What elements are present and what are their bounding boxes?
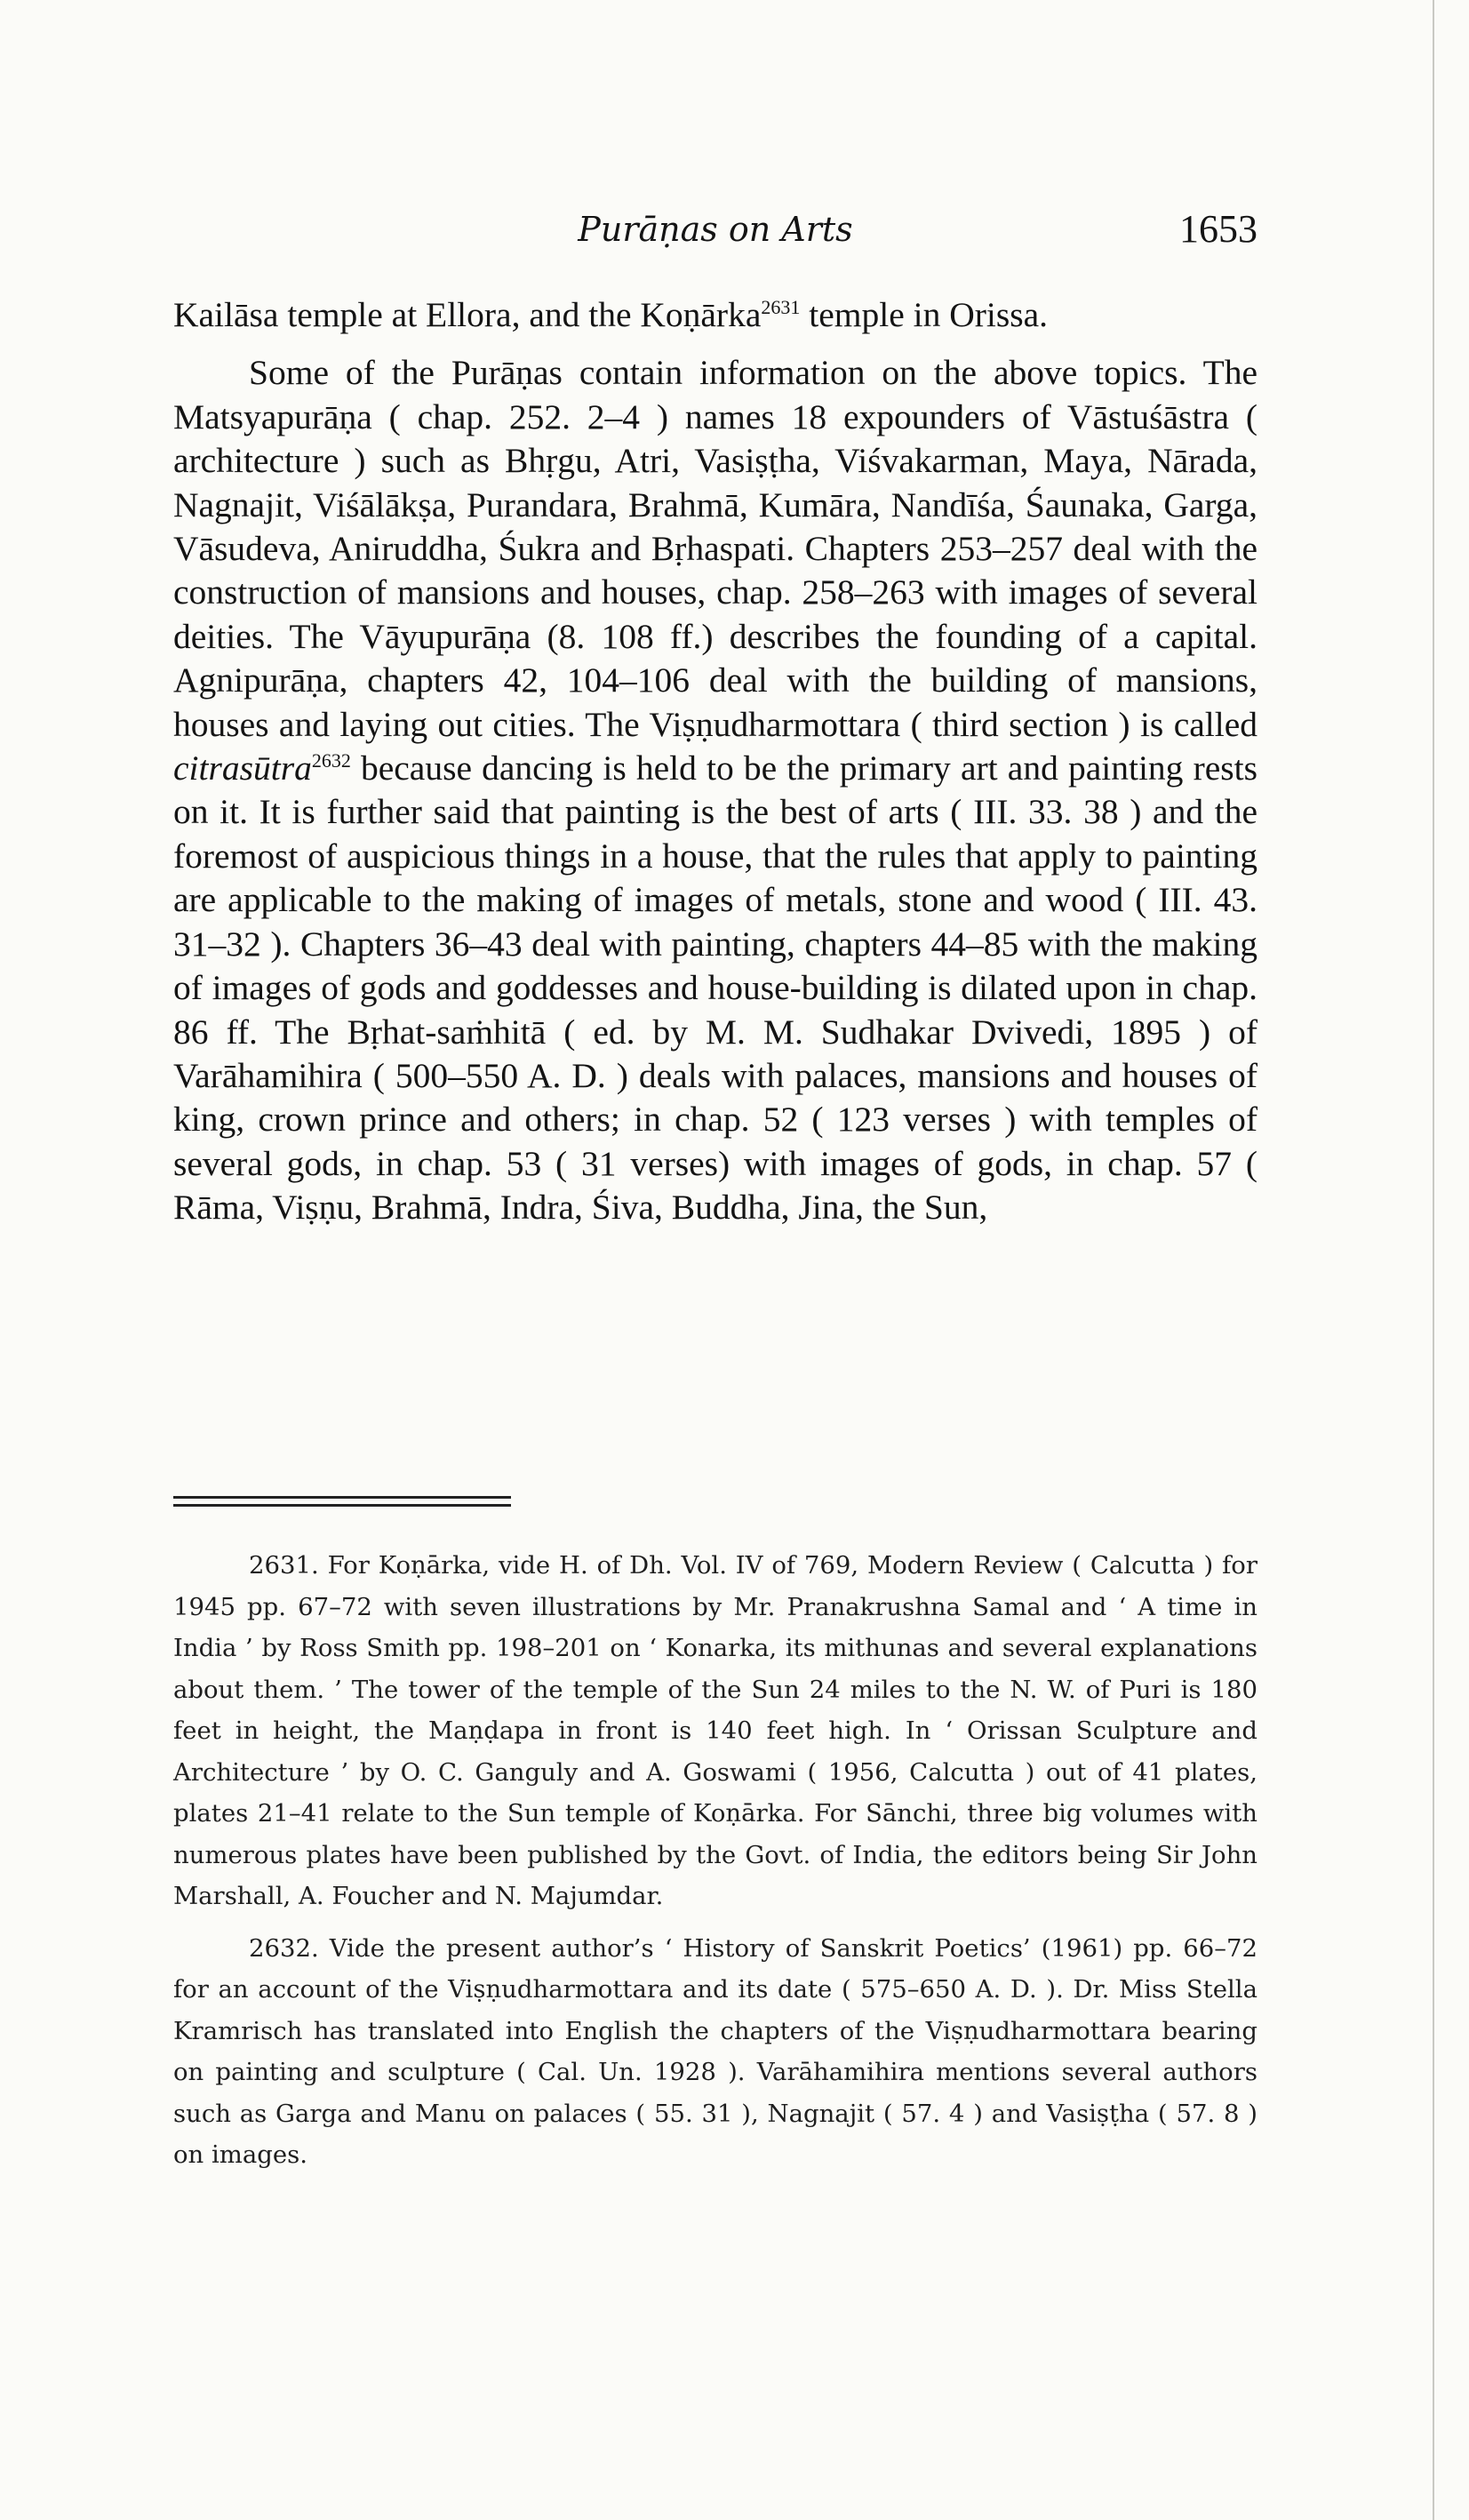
running-title: Purāṇas on Arts [578, 210, 853, 249]
footnote-ref-2631: 2631 [761, 295, 801, 318]
paragraph-1-text-b: temple in Orissa. [800, 295, 1049, 334]
footnotes [173, 1545, 1257, 2176]
page-number: 1653 [1179, 207, 1257, 251]
footnote-rule-bottom [173, 1504, 511, 1507]
italic-term: citrasūtra [173, 748, 312, 788]
paragraph-1-text-a: Kailāsa temple at Ellora, and the Koṇārka [173, 295, 762, 334]
main-text [173, 293, 1257, 1230]
paragraph-2 [173, 351, 1257, 1229]
footnote-rule-top [173, 1496, 511, 1499]
paragraph-1 [173, 293, 1257, 337]
page-edge-line [1433, 0, 1434, 2520]
running-header [173, 206, 1257, 260]
paragraph-2-text-b: because dancing is held to be the primary art and painting rests on it. It is further said that painting is the best of arts ( III. 33. 38 ) and the foremost of auspicious things in a house, that the rules that apply to painting are applicable to the making of images of metals, stone and wood ( III. 43. 31–32 ). Chapters 36–43 deal with painting, chapters 44–85 with the making of images of gods and goddesses and house-building is dilated upon in chap. 86 ff. The Bṛhat-saṁhitā ( ed. by M. M. Sudhakar Dvivedi, 1895 ) of Varāhamihira ( 500–550 A. D. ) deals with palaces, mansions and houses of king, crown prince and others; in chap. 52 ( 123 verses ) with temples of several gods, in chap. 53 ( 31 verses) with images of gods, in chap. 57 ( Rāma, Viṣṇu, Brahmā, Indra, Śiva, Buddha, Jina, the Sun, [173, 748, 1257, 1228]
footnote-2632: 2632. Vide the present author’s ‘ History of Sanskrit Poetics’ (1961) pp. 66–72 for an account of the Viṣṇudharmottara and its date ( 575–650 A. D. ). Dr. Miss Stella Kramrisch has translated into English the chapters of the Viṣṇudharmottara bearing on painting and sculpture ( Cal. Un. 1928 ). Varāhamihira mentions several authors such as Garga and Manu on palaces ( 55. 31 ), Nagnajit ( 57. 4 ) and Vasiṣṭha ( 57. 8 ) on images. [173, 1933, 1257, 2169]
paragraph-2-text-a: Some of the Purāṇas contain information on the above topics. The Matsyapurāṇa ( chap. 252. 2–4 ) names 18 expounders of Vāstuśāstra ( architecture ) such as Bhṛgu, Atri, Vasiṣṭha, Viśvakarman, Maya, Nārada, Nagnajit, Viśālākṣa, Purandara, Brahmā, Kumāra, Nandīśa, Śaunaka, Garga, Vāsudeva, Aniruddha, Śukra and Bṛhaspati. Chapters 253–257 deal with the construction of mansions and houses, chap. 258–263 with images of several deities. The Vāyupurāṇa (8. 108 ff.) describes the founding of a capital. Agnipurāṇa, chapters 42, 104–106 deal with the building of mansions, houses and laying out cities. The Viṣṇudharmottara ( third section ) is called [173, 353, 1257, 744]
footnote-ref-2632: 2632 [311, 748, 351, 772]
footnote-2631: 2631. For Koṇārka, vide H. of Dh. Vol. IV of 769, Modern Review ( Calcutta ) for 1945 pp. 67–72 with seven illustrations by Mr. Pranakrushna Samal and ‘ A time in India ’ by Ross Smith pp. 198–201 on ‘ Konarka, its mithunas and several explanations about them. ’ The tower of the temple of the Sun 24 miles to the N. W. of Puri is 180 feet in height, the Maṇḍapa in front is 140 feet high. In ‘ Orissan Sculpture and Architecture ’ by O. C. Ganguly and A. Goswami ( 1956, Calcutta ) out of 41 plates, plates 21–41 relate to the Sun temple of Koṇārka. For Sānchi, three big volumes with numerous plates have been published by the Govt. of India, the editors being Sir John Marshall, A. Foucher and N. Majumdar. [173, 1551, 1257, 1910]
